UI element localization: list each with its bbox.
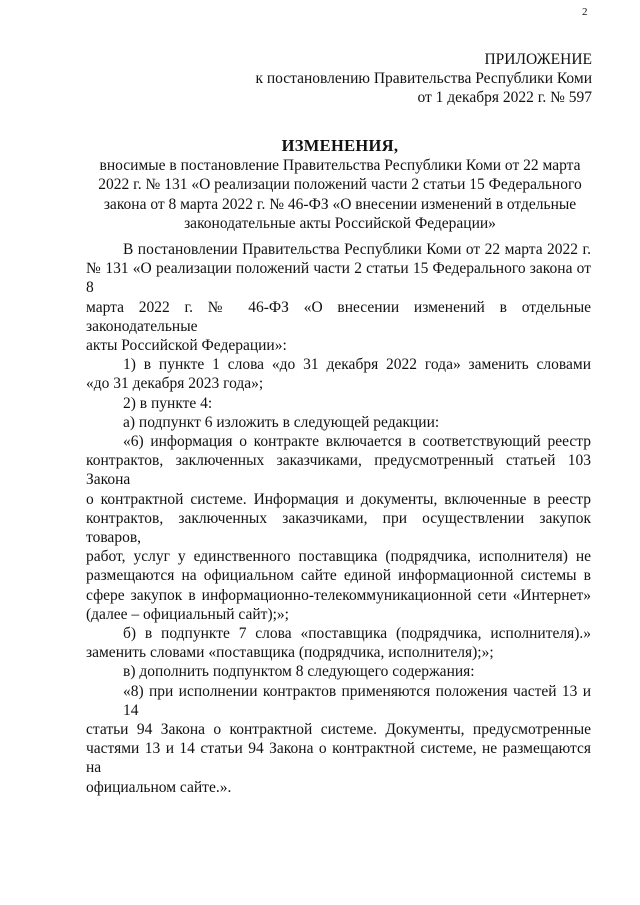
intro-paragraph [86, 240, 591, 355]
body-line: контрактов, заключенных заказчиками, предусмотренный статьей 103 Закона [86, 452, 591, 489]
body-line: работ, услуг у единственного поставщика (подрядчика, исполнителя) не [86, 548, 591, 566]
body-line: «до 31 декабря 2023 года»; [86, 375, 264, 393]
item-2-paragraph [86, 394, 591, 413]
body-line: акты Российской Федерации»: [86, 337, 287, 355]
subtitle-line: 2022 г. № 131 «О реализации положений части 2 статьи 15 Федерального [98, 176, 582, 194]
document-subtitle [80, 156, 600, 233]
body-line: № 131 «О реализации положений части 2 статьи 15 Федерального закона от 8 [86, 260, 591, 297]
body-line: марта 2022 г. № 46-ФЗ «О внесении изменений в отдельные законодательные [86, 298, 591, 335]
title-block [80, 136, 600, 233]
body-line: в) дополнить подпунктом 8 следующего содержания: [123, 663, 475, 681]
item-2c-paragraph [86, 662, 591, 681]
appendix-header [240, 50, 592, 107]
subtitle-line: вносимые в постановление Правительства Республики Коми от 22 марта [99, 157, 581, 174]
subtitle-line: закона от 8 марта 2022 г. № 46-ФЗ «О внесении изменений в отдельные [103, 195, 577, 213]
appendix-decree: к постановлению Правительства Республики Коми [255, 70, 592, 87]
body-line: 1) в пункте 1 слова «до 31 декабря 2022 года» заменить словами [123, 356, 591, 374]
body-line: 2) в пункте 4: [123, 394, 213, 412]
body-line: о контрактной системе. Информация и документы, включенные в реестр [86, 490, 591, 508]
body-line: размещаются на официальном сайте единой информационной системы в [86, 567, 591, 585]
appendix-label: ПРИЛОЖЕНИЕ [484, 51, 592, 68]
body-line: сфере закупок в информационно-телекоммуникационной сети «Интернет» [86, 586, 591, 604]
body-line: В постановлении Правительства Республики Коми от 22 марта 2022 г. [123, 241, 591, 258]
body-line: (далее – официальный сайт);»; [86, 605, 289, 623]
body-line: заменить словами «поставщика (подрядчика, исполнителя);»; [86, 644, 494, 662]
body-line: частями 13 и 14 статьи 94 Закона о контрактной системе, не размещаются на [86, 740, 591, 777]
item-2c-text-paragraph [86, 682, 591, 797]
subtitle-line: законодательные акты Российской Федерации» [184, 214, 496, 232]
page-number: 2 [582, 6, 588, 18]
body-line: а) подпункт 6 изложить в следующей редакции: [123, 413, 440, 431]
body-line: б) в подпункте 7 слова «поставщика (подрядчика, исполнителя).» [123, 625, 591, 643]
item-2a-paragraph [86, 413, 591, 432]
body-line: официальном сайте.». [86, 778, 232, 796]
body-line: «6) информация о контракте включается в соответствующий реестр [123, 433, 591, 451]
item-1-paragraph [86, 355, 591, 393]
appendix-date: от 1 декабря 2022 г. № 597 [417, 89, 592, 106]
item-2b-paragraph [86, 624, 591, 662]
document-body [86, 240, 591, 797]
body-line: статьи 94 Закона о контрактной системе. Документы, предусмотренные [86, 721, 591, 739]
document-title: ИЗМЕНЕНИЯ, [281, 136, 399, 155]
item-2a-text-paragraph [86, 432, 591, 624]
body-line: «8) при исполнении контрактов применяются положения частей 13 и 14 [123, 682, 591, 719]
body-line: контрактов, заключенных заказчиками, при осуществлении закупок товаров, [86, 509, 591, 547]
